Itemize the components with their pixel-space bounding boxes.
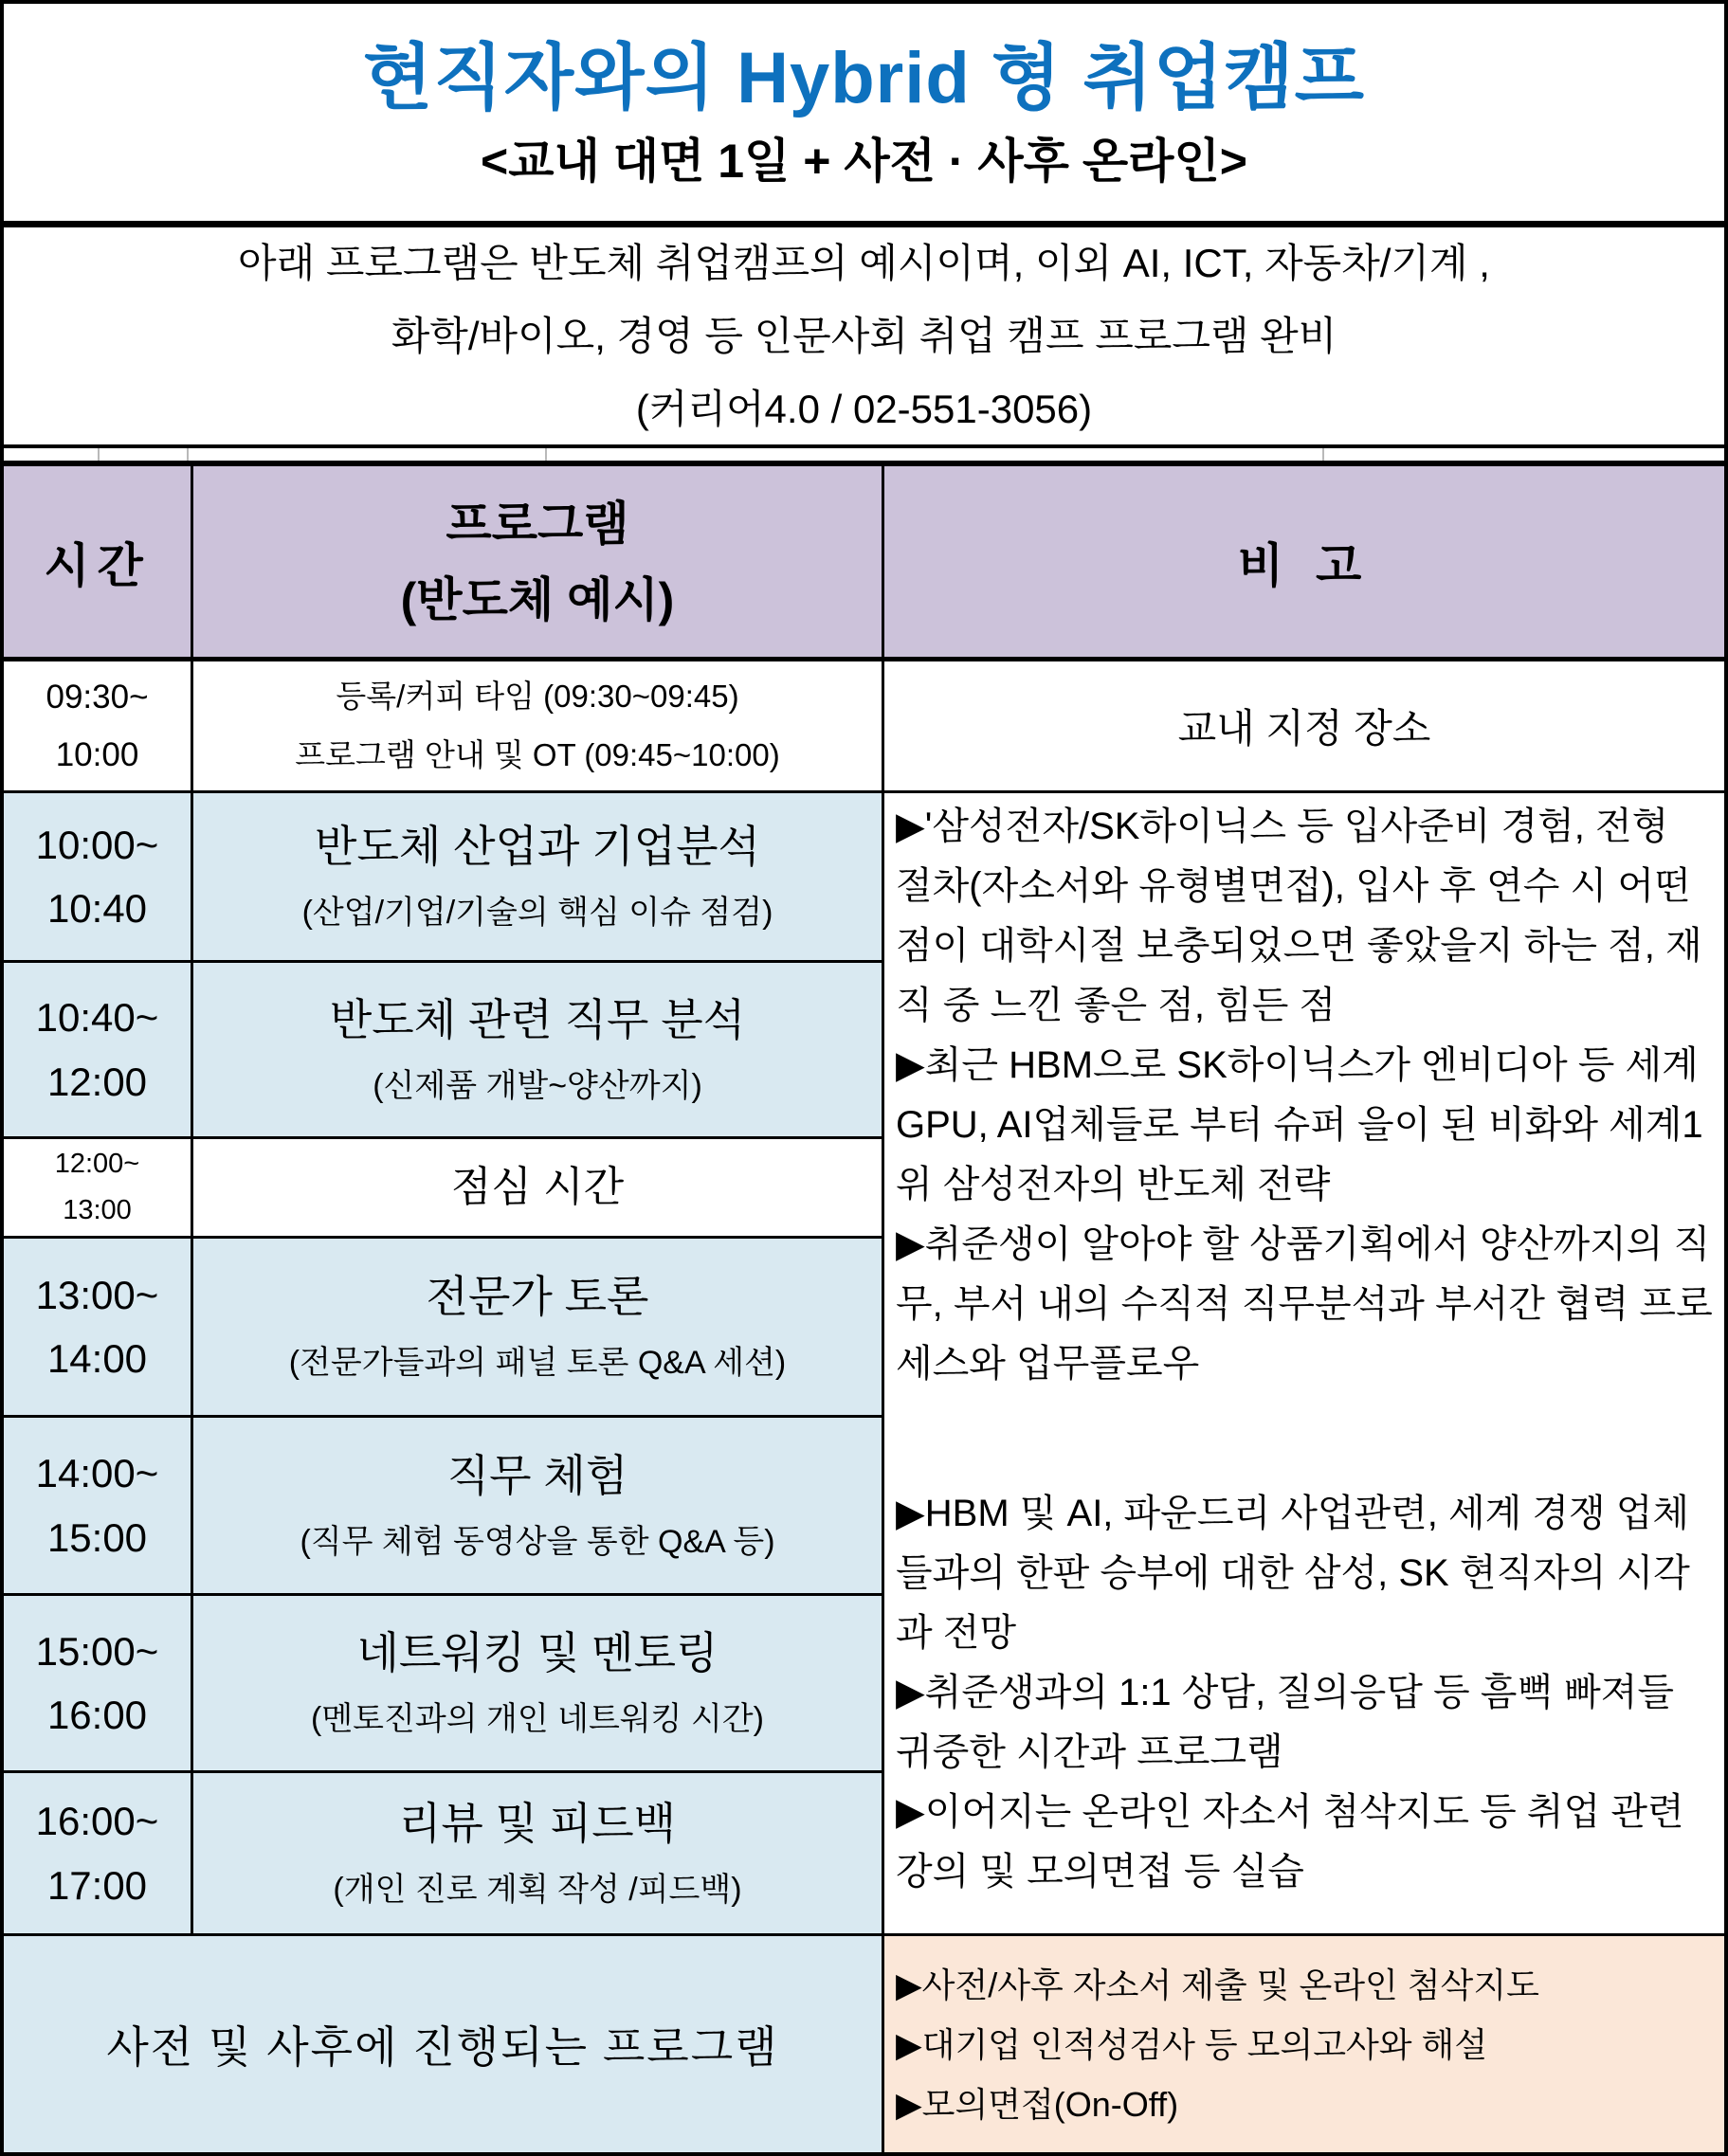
note-bullet: ▶이어지는 온라인 자소서 첨삭지도 등 취업 관련 강의 및 모의면접 등 실습 [896,1791,1684,1893]
time-end: 13:00 [63,1195,132,1225]
note-bullet: ▶최근 HBM으로 SK하이닉스가 엔비디아 등 세계 GPU, AI업체들로 부터 슈퍼 을이 된 비화와 세계1위 삼성전자의 반도체 전략 [896,1044,1703,1205]
column-header-note: 비 고 [884,466,1724,661]
program-line: 등록/커피 타임 (09:30~09:45) [336,679,739,714]
time-end: 10:00 [55,736,139,773]
program-cell [193,1418,884,1596]
note-bullet: ▶HBM 및 AI, 파운드리 사업관련, 세계 경쟁 업체들과의 한판 승부에 대한 삼성, SK 현직자의 시각과 전망 [896,1493,1690,1654]
gridline-tick [1322,448,1324,461]
gridline-tick [545,448,547,461]
time-end: 10:40 [46,886,148,931]
program-title: 네트워킹 및 멘토링 [356,1628,718,1677]
time-end: 14:00 [46,1336,148,1381]
program-subtitle: (전문가들과의 패널 토론 Q&A 세션) [288,1345,787,1382]
time-start: 14:00~ [35,1451,159,1496]
time-cell [4,661,193,793]
note-bullet: ▶사전/사후 자소서 제출 및 온라인 첨삭지도 [896,1965,1539,2004]
note-bullet: ▶'삼성전자/SK하이닉스 등 입사준비 경험, 전형 절차(자소서와 유형별면접), 입사 후 연수 시 어떤 점이 대학시절 보충되었으면 좋았을지 하는 점, 재직 중 느낀 좋은 점, 힘든 점 [896,806,1702,1026]
time-cell [4,963,193,1139]
notes-merged-cell [884,793,1724,1936]
time-start: 12:00~ [54,1148,140,1179]
program-title: 직무 체험 [446,1450,628,1500]
program-cell [193,963,884,1139]
program-subtitle: (신제품 개발~양산까지) [373,1067,702,1104]
column-header-program-line2: (반도체 예시) [400,572,675,626]
time-start: 13:00~ [35,1272,159,1317]
time-start: 09:30~ [45,678,149,716]
column-header-program-line1: 프로그램 [446,497,629,551]
time-cell [4,793,193,963]
gridline-strip [4,448,1724,466]
program-title: 전문가 토론 [426,1272,649,1321]
pre-post-program-cell: 사전 및 사후에 진행되는 프로그램 [4,1936,884,2152]
description-line: (커리어4.0 / 02-551-3056) [635,387,1093,431]
time-start: 16:00~ [35,1799,159,1844]
time-start: 15:00~ [35,1628,159,1674]
pre-post-notes-cell [884,1936,1724,2152]
program-title: 점심 시간 [450,1163,625,1210]
program-title: 리뷰 및 피드백 [398,1798,677,1848]
time-start: 10:00~ [35,822,159,867]
time-end: 12:00 [46,1059,148,1104]
program-cell [193,661,884,793]
page-title: 현직자와의 Hybrid 형 취업캠프 [362,38,1366,119]
schedule-table [4,466,1724,2152]
program-cell [193,1773,884,1936]
time-cell [4,1418,193,1596]
note-location-cell: 교내 지정 장소 [884,661,1724,793]
column-header-program [193,466,884,661]
program-subtitle: (산업/기업/기술의 핵심 이슈 점검) [301,895,773,932]
page-subtitle: <교내 대면 1일 + 사전 · 사후 온라인> [481,134,1247,188]
note-bullet: ▶모의면접(On-Off) [896,2084,1179,2124]
time-cell [4,1773,193,1936]
program-cell [193,793,884,963]
program-subtitle: (직무 체험 동영상을 통한 Q&A 등) [300,1523,775,1560]
program-cell [193,1139,884,1239]
program-cell [193,1239,884,1418]
time-cell [4,1139,193,1239]
column-header-time: 시간 [4,466,193,661]
program-subtitle: (개인 진로 계획 작성 /피드백) [333,1871,742,1908]
time-end: 15:00 [46,1514,148,1560]
time-end: 17:00 [46,1862,148,1908]
description-line: 아래 프로그램은 반도체 취업캠프의 예시이며, 이외 AI, ICT, 자동차/기계 , [238,241,1490,285]
note-bullet: ▶취준생과의 1:1 상담, 질의응답 등 흠뻑 빠져들 귀중한 시간과 프로그램 [896,1672,1675,1773]
time-end: 16:00 [46,1693,148,1737]
note-bullet: ▶취준생이 알아야 할 상품기획에서 양산까지의 직무, 부서 내의 수직적 직무분석과 부서간 협력 프로세스와 업무플로우 [896,1223,1713,1385]
time-cell [4,1596,193,1773]
time-cell [4,1239,193,1418]
program-line: 프로그램 안내 및 OT (09:45~10:00) [295,737,780,772]
program-cell [193,1596,884,1773]
note-bullet: ▶대기업 인적성검사 등 모의고사와 해설 [896,2024,1488,2064]
description-block [4,227,1724,448]
title-block [4,4,1724,227]
time-start: 10:40~ [35,995,159,1041]
program-title: 반도체 관련 직무 분석 [329,994,746,1044]
gridline-tick [187,448,189,461]
description-line: 화학/바이오, 경영 등 인문사회 취업 캠프 프로그램 완비 [391,314,1337,358]
program-title: 반도체 산업과 기업분석 [315,822,760,871]
program-subtitle: (멘토진과의 개인 네트워킹 시간) [311,1701,764,1738]
gridline-tick [98,448,100,461]
